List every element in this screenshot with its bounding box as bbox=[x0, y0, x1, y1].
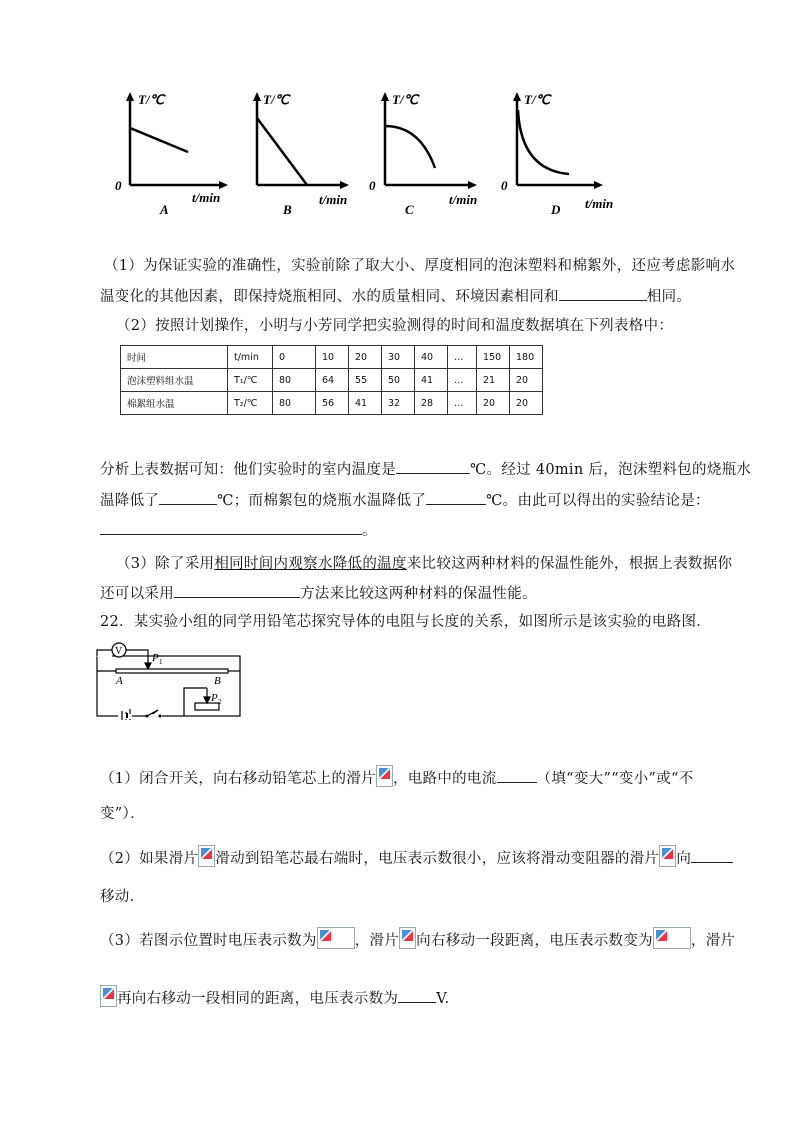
table-cell: 50 bbox=[382, 369, 415, 392]
conclusion-blank[interactable] bbox=[100, 520, 362, 535]
p22-s3-slider2: ，滑片 bbox=[690, 933, 736, 949]
p2-label: P bbox=[211, 692, 218, 704]
table-cell: 80 bbox=[273, 369, 316, 392]
table-cell: 10 bbox=[316, 346, 349, 369]
graph-b-y-label: T/℃ bbox=[263, 92, 290, 107]
graph-b-x-label: t/min bbox=[319, 192, 348, 207]
q3-underlined-method: 相同时间内观察水降低的温度 bbox=[214, 556, 407, 572]
slider-image-icon bbox=[399, 927, 416, 949]
data-table bbox=[120, 345, 543, 415]
p22-s2-dir: 向 bbox=[676, 851, 692, 867]
graph-c-y-label: T/℃ bbox=[392, 92, 419, 107]
p22-s3-slider: ，滑片 bbox=[354, 933, 400, 949]
q3-line2-text: 还可以采用 bbox=[100, 586, 174, 602]
room-temp-blank[interactable] bbox=[396, 459, 470, 474]
q2-analysis-line2 bbox=[100, 489, 710, 510]
voltage-value-image-icon bbox=[653, 927, 691, 949]
q2-analysis3-end: 。 bbox=[362, 523, 377, 539]
q3-line2 bbox=[100, 582, 537, 603]
p22-s3-unit: V. bbox=[436, 991, 450, 1007]
q2-intro: （2）按照计划操作，小明与小芳同学把实验测得的时间和温度数据填在下列表格中： bbox=[116, 318, 674, 334]
q3-line2-end: 方法来比较这两种材料的保温性能。 bbox=[300, 586, 537, 602]
slider-image-icon bbox=[376, 765, 393, 787]
graph-c-label: C bbox=[405, 202, 414, 217]
q2-analysis1-text: 分析上表数据可知：他们实验时的室内温度是 bbox=[100, 462, 396, 478]
p1-subscript: 1 bbox=[159, 658, 163, 666]
p2-subscript: 2 bbox=[218, 698, 222, 706]
q2-analysis2-mid: ℃；而棉絮包的烧瓶水温降低了 bbox=[217, 493, 427, 509]
graph-c-x-label: t/min bbox=[449, 192, 478, 207]
table-cell: 64 bbox=[316, 369, 349, 392]
direction-blank[interactable] bbox=[691, 848, 733, 863]
q2-analysis2-text: 温降低了 bbox=[100, 493, 160, 509]
p22-s1-text: （1）闭合开关，向右移动铅笔芯上的滑片 bbox=[100, 771, 376, 787]
slider-image-icon bbox=[659, 845, 676, 867]
graph-d bbox=[497, 90, 637, 220]
table-cell: 21 bbox=[477, 369, 510, 392]
graph-d-origin: 0 bbox=[501, 178, 508, 193]
point-a-label: A bbox=[116, 675, 123, 687]
slider-image-icon bbox=[198, 845, 215, 867]
table-cell: 泡沫塑料组水温 bbox=[121, 369, 228, 392]
graph-a-x-label: t/min bbox=[192, 190, 221, 205]
table-cell: 150 bbox=[477, 346, 510, 369]
p22-s3-mid: 向右移动一段距离，电压表示数变为 bbox=[416, 933, 653, 949]
graph-d-y-label: T/℃ bbox=[524, 92, 551, 107]
table-cell: 棉絮组水温 bbox=[121, 392, 228, 415]
table-cell: 20 bbox=[477, 392, 510, 415]
current-change-blank[interactable] bbox=[497, 768, 537, 783]
graph-c bbox=[365, 90, 505, 220]
p22-s3-line2 bbox=[100, 985, 449, 1008]
q1-answer-blank[interactable] bbox=[559, 286, 647, 301]
cotton-drop-blank[interactable] bbox=[426, 490, 486, 505]
p22-s2-line1 bbox=[100, 845, 733, 868]
graph-a-svg bbox=[110, 90, 250, 220]
voltage-value-image-icon bbox=[317, 927, 355, 949]
graph-d-svg bbox=[497, 90, 637, 220]
p22-s2-line2: 移动． bbox=[100, 889, 145, 905]
q1-line2-end: 相同。 bbox=[646, 289, 692, 305]
graph-d-label: D bbox=[551, 202, 561, 217]
circuit-diagram bbox=[96, 638, 246, 720]
table-row bbox=[121, 369, 543, 392]
table-cell: 20 bbox=[510, 369, 543, 392]
q2-analysis2-end: ℃。由此可以得出的实验结论是： bbox=[486, 493, 710, 509]
graph-b bbox=[237, 90, 377, 220]
table-cell: 32 bbox=[382, 392, 415, 415]
q2-analysis-line3 bbox=[100, 519, 377, 540]
p22-s3-text: （3）若图示位置时电压表示数为 bbox=[100, 933, 317, 949]
table-cell: 0 bbox=[273, 346, 316, 369]
voltage-blank[interactable] bbox=[398, 988, 436, 1003]
table-cell: … bbox=[448, 346, 477, 369]
table-cell: 80 bbox=[273, 392, 316, 415]
table-cell: 20 bbox=[349, 346, 382, 369]
graph-a-origin: 0 bbox=[115, 178, 122, 193]
q3-line1 bbox=[116, 552, 732, 573]
method-blank[interactable] bbox=[174, 583, 300, 598]
graph-b-svg bbox=[237, 90, 377, 220]
graph-d-x-label: t/min bbox=[585, 196, 614, 211]
q1-line1: （1）为保证实验的准确性，实验前除了取大小、厚度相同的泡沫塑料和棉絮外，还应考虑影响水 bbox=[104, 258, 736, 274]
q1-line2 bbox=[100, 285, 691, 306]
p22-s2-text: （2）如果滑片 bbox=[100, 851, 199, 867]
table-cell: 41 bbox=[415, 369, 448, 392]
table-cell: 30 bbox=[382, 346, 415, 369]
circuit-svg bbox=[96, 638, 246, 720]
graph-c-origin: 0 bbox=[369, 178, 376, 193]
q2-analysis1-end: ℃。经过 40min 后，泡沫塑料包的烧瓶水 bbox=[470, 462, 752, 478]
p22-s1-line2: 变”）． bbox=[100, 806, 145, 822]
table-cell: … bbox=[448, 392, 477, 415]
p22-s3-text2: 再向右移动一段相同的距离，电压表示数为 bbox=[117, 991, 399, 1007]
p22-s1-line1 bbox=[100, 765, 694, 788]
table-cell: t/min bbox=[228, 346, 273, 369]
table-cell: T₁/℃ bbox=[228, 369, 273, 392]
p22-s2-mid: 滑动到铅笔芯最右端时，电压表示数很小，应该将滑动变阻器的滑片 bbox=[215, 851, 660, 867]
q1-line2-text: 温变化的其他因素，即保持烧瓶相同、水的质量相同、环境因素相同和 bbox=[100, 289, 559, 305]
table-cell: 时间 bbox=[121, 346, 228, 369]
table-cell: 28 bbox=[415, 392, 448, 415]
table-cell: 40 bbox=[415, 346, 448, 369]
graph-a-y-label: T/℃ bbox=[138, 92, 165, 107]
p22-s1-end: （填“变大”“变小”或“不 bbox=[536, 771, 694, 787]
table-row bbox=[121, 346, 543, 369]
p22-title: 22．某实验小组的同学用铅笔芯探究导体的电阻与长度的关系，如图所示是该实验的电路图． bbox=[100, 614, 712, 630]
table-cell: 180 bbox=[510, 346, 543, 369]
slider-image-icon bbox=[100, 985, 117, 1007]
foam-drop-blank[interactable] bbox=[159, 490, 217, 505]
table-cell: T₂/℃ bbox=[228, 392, 273, 415]
graph-a-label: A bbox=[160, 202, 169, 217]
p22-s1-mid: ，电路中的电流 bbox=[392, 771, 497, 787]
voltmeter-label: V bbox=[115, 646, 123, 657]
table-cell: 20 bbox=[510, 392, 543, 415]
p22-s3-line1 bbox=[100, 927, 735, 950]
q2-analysis-line1 bbox=[100, 458, 751, 479]
p1-label: P bbox=[152, 652, 159, 664]
q3-text-b: 来比较这两种材料的保温性能外，根据上表数据你 bbox=[406, 556, 733, 572]
q3-text-a: （3）除了采用 bbox=[116, 556, 215, 572]
graph-b-label: B bbox=[283, 202, 292, 217]
table-cell: 41 bbox=[349, 392, 382, 415]
table-cell: 56 bbox=[316, 392, 349, 415]
table-cell: 55 bbox=[349, 369, 382, 392]
graph-a bbox=[110, 90, 250, 220]
graph-c-svg bbox=[365, 90, 505, 220]
table-row bbox=[121, 392, 543, 415]
table-cell: … bbox=[448, 369, 477, 392]
point-b-label: B bbox=[214, 675, 221, 687]
